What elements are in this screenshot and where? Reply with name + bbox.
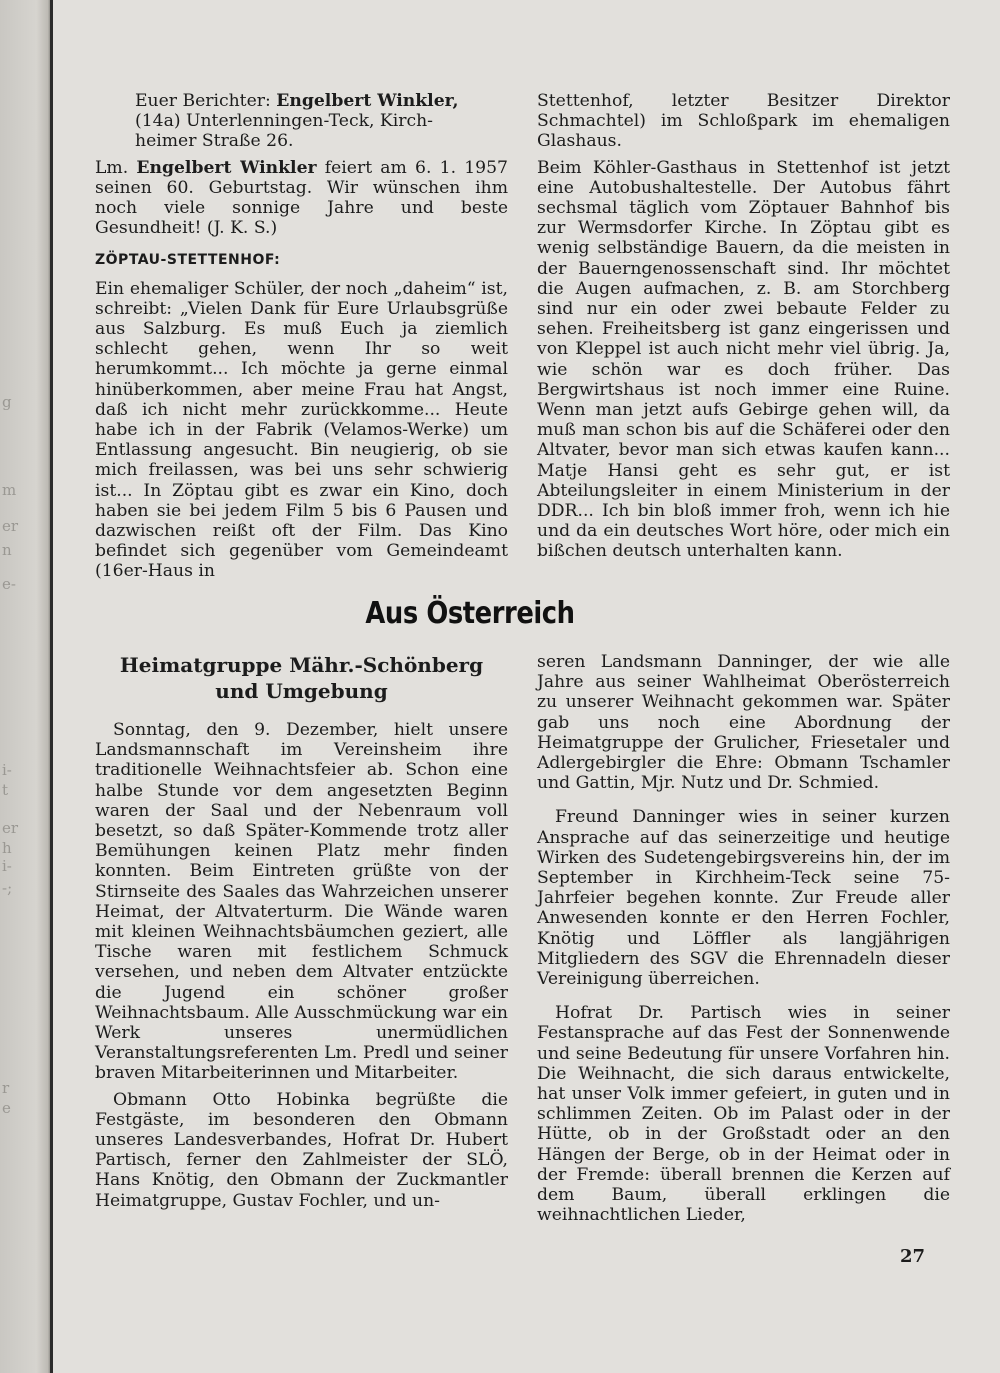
bleed-text: e- bbox=[2, 575, 16, 593]
reporter-label: Euer Berichter: bbox=[135, 91, 277, 111]
bleed-text: i- bbox=[2, 857, 12, 875]
top-left-column bbox=[95, 91, 508, 582]
article-heading-line: Heimatgruppe Mähr.-Schönberg bbox=[119, 653, 484, 677]
top-right-column bbox=[537, 91, 950, 562]
binding-edge bbox=[50, 0, 53, 1373]
bleed-text: h bbox=[2, 839, 12, 857]
bleed-text: m bbox=[2, 481, 17, 499]
page-number: 27 bbox=[900, 1246, 926, 1267]
article-paragraph: Hofrat Dr. Partisch wies in seiner Festansprache auf das Fest der Sonnenwende und seine Bedeutung für unsere Vorfahren hin. Die Weihnacht, die sich daraus entwickelte, hat unser Volk immer gefeiert, in guten und in schlimmen Zeiten. Ob im Palast oder in der Hütte, ob in der Großstadt oder an den Hängen der Berge, ob in der Heimat oder in der Fremde: überall brennen die Kerzen auf dem Baum, überall erklingen die weihnachtlichen Lieder, bbox=[537, 1003, 950, 1226]
bleed-text: er bbox=[2, 517, 19, 535]
bleed-text: n bbox=[2, 541, 12, 559]
birthday-name: Engelbert Winkler bbox=[136, 157, 317, 178]
article-heading bbox=[95, 652, 508, 704]
article-paragraph: Obmann Otto Hobinka begrüßte die Festgäste, im besonderen den Obmann unseres Landesverbandes, Hofrat Dr. Hubert Partisch, ferner den Zahlmeister der SLÖ, Hans Knötig, den Obmann der Zuckmantler Heimatgruppe, Gustav Fochler, und un- bbox=[95, 1089, 508, 1211]
section-title: Aus Österreich bbox=[365, 596, 575, 631]
bottom-left-column bbox=[95, 652, 508, 1211]
letter-paragraph: Ein ehemaliger Schüler, der noch „daheim“ ist, schreibt: „Vielen Dank für Eure Urlaubsgrüße aus Salzburg. Es muß Euch ja ziemlich schlecht gehen, wenn Ihr so weit herumkommt... Ich möchte ja gerne einmal hinüberkommen, aber meine Frau hat Angst, daß ich nicht mehr zurückkomme... Heute habe ich in der Fabrik (Velamos-Werke) um Entlassung angesucht. Bin neugierig, ob sie mich freilassen, was bei uns sehr schwierig ist... In Zöptau gibt es zwar ein Kino, doch haben sie bei jedem Film 5 bis 6 Pausen und dazwischen reißt oft der Film. Das Kino befindet sich gegenüber vom Gemeindeamt (16er-Haus in bbox=[95, 278, 508, 582]
reporter-block bbox=[95, 91, 508, 152]
article-paragraph: seren Landsmann Danninger, der wie alle Jahre aus seiner Wahlheimat Oberösterreich zu unserer Weihnacht gekommen war. Später gab uns noch eine Abordnung der Heimatgruppe der Grulicher, Friesetaler und Adlergebirgler die Ehre: Obmann Tschamler und Gattin, Mjr. Nutz und Dr. Schmied. bbox=[537, 652, 950, 794]
article-paragraph: Freund Danninger wies in seiner kurzen Ansprache auf das seinerzeitige und heutige Wirken des Sudetengebirgsvereins hin, der im September in Kirchheim-Teck seine 75-Jahrfeier begehen konnte. Zur Freude aller Anwesenden konnte er den Herren Fochler, Knötig und Löffler als langjährigen Mitgliedern des SGV die Ehrennadeln dieser Vereinigung überreichen. bbox=[537, 807, 950, 990]
section-subheading: ZÖPTAU-STETTENHOF: bbox=[95, 252, 281, 269]
bleed-text: t bbox=[2, 781, 9, 799]
bleed-text: -; bbox=[2, 879, 13, 897]
reporter-address-line: (14a) Unterlenningen-Teck, Kirch- bbox=[135, 111, 433, 132]
letter-continuation: Stettenhof, letzter Besitzer Direktor Schmachtel) im Schloßpark im ehemaligen Glashaus. bbox=[537, 91, 950, 152]
binding-shadow bbox=[0, 0, 52, 1373]
birthday-lm: Lm. bbox=[95, 157, 137, 178]
birthday-text: feiert am 6. 1. 1957 seinen 60. Geburtstag. Wir wünschen ihm noch viele sonnige Jahre und beste Gesundheit! (J. K. S.) bbox=[95, 157, 508, 239]
bleed-text: g bbox=[2, 393, 12, 411]
birthday-paragraph bbox=[95, 158, 508, 239]
reporter-name: Engelbert Winkler, bbox=[276, 91, 459, 111]
bleed-text: e bbox=[2, 1099, 11, 1117]
letter-paragraph: Beim Köhler-Gasthaus in Stettenhof ist jetzt eine Autobushaltestelle. Der Autobus fährt sechsmal täglich vom Zöptauer Bahnhof bis zur Wermsdorfer Kirche. In Zöptau gibt es wenig selbständige Bauern, da die meisten in der Bauerngenossenschaft sind. Ihr möchtet die Augen aufmachen, z. B. am Storchberg sind nur ein oder zwei bebaute Felder zu sehen. Freiheitsberg ist ganz eingerissen und von Kleppel ist auch nicht mehr viel übrig. Ja, wie schön war es doch früher. Das Bergwirtshaus ist noch immer eine Ruine. Wenn man jetzt aufs Gebirge gehen will, da muß man schon bis auf die Schäferei oder den Altvater, bevor man sich etwas kaufen kann... Matje Hansi geht es sehr gut, er ist Abteilungsleiter in einem Ministerium in der DDR... Ich bin bloß immer froh, wenn ich hie und da ein deutsches Wort höre, oder mich ein bißchen deutsch unterhalten kann. bbox=[537, 157, 950, 562]
bleed-text: er bbox=[2, 819, 19, 837]
bleed-text: i- bbox=[2, 761, 12, 779]
reporter-address-line: heimer Straße 26. bbox=[135, 131, 294, 152]
bleed-text: r bbox=[2, 1079, 10, 1097]
bottom-right-column bbox=[537, 652, 950, 1225]
article-heading-line: und Umgebung bbox=[215, 679, 388, 703]
article-paragraph: Sonntag, den 9. Dezember, hielt unsere Landsmannschaft im Vereinsheim ihre traditionelle Weihnachtsfeier ab. Schon eine halbe Stunde vor dem angesetzten Beginn waren der Saal und der Nebenraum voll besetzt, so daß Später-Kommende trotz aller Bemühungen keinen Platz mehr finden konnten. Beim Eintreten grüßte von der Stirnseite des Saales das Wahrzeichen unserer Heimat, der Altvaterturm. Die Wände waren mit kleinen Weihnachtsbäumchen geziert, alle Tische waren mit festlichem Schmuck versehen, und neben dem Altvater entzückte die Jugend ein schöner großer Weihnachtsbaum. Alle Ausschmückung war ein Werk unseres unermüdlichen Veranstaltungsreferenten Lm. Predl und seiner braven Mitarbeiterinnen und Mitarbeiter. bbox=[95, 720, 508, 1084]
